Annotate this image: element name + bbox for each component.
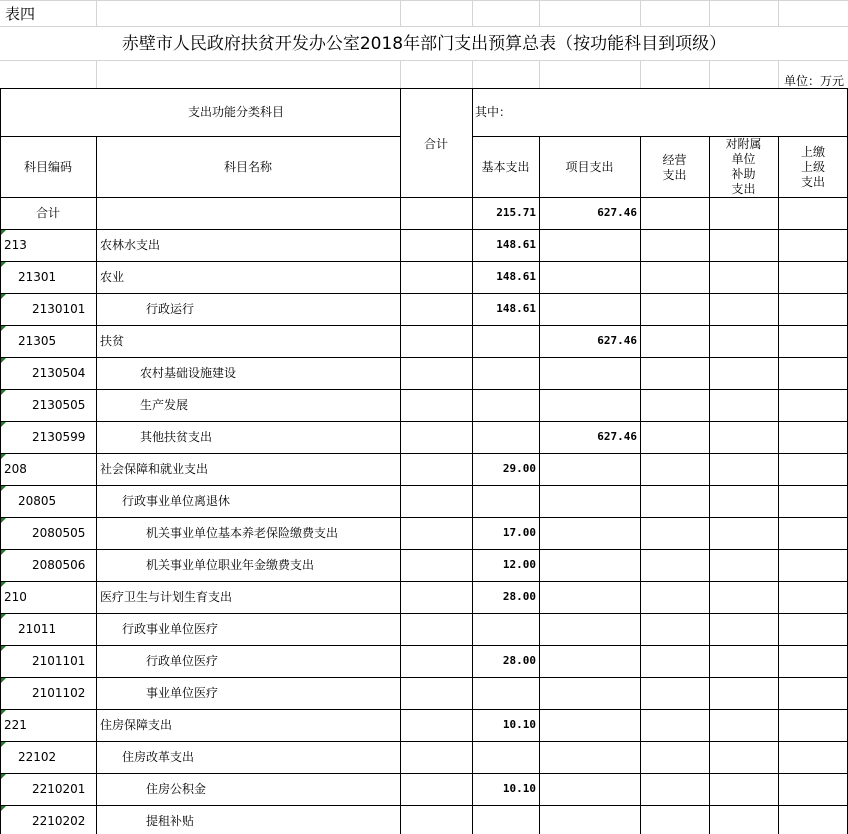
row-project: 627.46	[597, 430, 637, 443]
grid-line	[778, 0, 779, 26]
row-border	[0, 741, 848, 742]
row-basic: 10.10	[502, 782, 536, 795]
row-project: 627.46	[597, 206, 637, 219]
header-subsidy-2: 单位	[731, 152, 756, 166]
cell-marker-icon	[1, 646, 6, 651]
cell-marker-icon	[1, 550, 6, 555]
row-name: 住房保障支出	[100, 718, 173, 732]
row-name: 生产发展	[140, 398, 189, 412]
unit-label: 单位：万元	[783, 74, 844, 88]
row-name: 事业单位医疗	[146, 686, 219, 700]
cell-marker-icon	[1, 294, 6, 299]
row-name: 扶贫	[100, 334, 125, 348]
table-border	[400, 88, 401, 834]
cell-marker-icon	[1, 230, 6, 235]
row-border	[0, 453, 848, 454]
row-name: 机关事业单位基本养老保险缴费支出	[146, 526, 339, 540]
header-upper-2: 上级	[800, 160, 825, 174]
row-code: 213	[4, 238, 27, 252]
cell-marker-icon	[1, 582, 6, 587]
header-category: 支出功能分类科目	[187, 105, 284, 119]
row-code: 2130504	[32, 366, 86, 380]
row-code: 21011	[18, 622, 57, 636]
row-border	[0, 517, 848, 518]
row-project: 627.46	[597, 334, 637, 347]
cell-marker-icon	[1, 742, 6, 747]
row-border	[0, 261, 848, 262]
row-code: 2210202	[32, 814, 86, 828]
row-code: 2080505	[32, 526, 86, 540]
cell-marker-icon	[1, 262, 6, 267]
row-border	[0, 485, 848, 486]
row-border	[0, 645, 848, 646]
cell-marker-icon	[1, 774, 6, 779]
grid-line	[640, 60, 641, 88]
header-subsidy-1: 对附属	[725, 137, 762, 151]
header-total: 合计	[423, 137, 448, 151]
row-basic: 148.61	[496, 302, 536, 315]
grid-line	[96, 60, 97, 88]
header-name: 科目名称	[223, 160, 272, 174]
row-name: 社会保障和就业支出	[100, 462, 209, 476]
row-border	[0, 613, 848, 614]
row-code: 210	[4, 590, 27, 604]
row-name: 住房改革支出	[122, 750, 195, 764]
row-code: 21305	[18, 334, 57, 348]
grid-line	[539, 0, 540, 26]
row-border	[0, 773, 848, 774]
row-code: 221	[4, 718, 27, 732]
row-name: 医疗卫生与计划生育支出	[100, 590, 233, 604]
header-upper-1: 上缴	[800, 145, 825, 159]
row-name: 行政单位医疗	[146, 654, 219, 668]
table-border	[0, 88, 848, 89]
row-name: 农业	[100, 270, 125, 284]
table-border	[0, 88, 1, 834]
row-border	[0, 421, 848, 422]
grid-line	[539, 60, 540, 88]
row-name: 行政运行	[146, 302, 195, 316]
row-code: 2130505	[32, 398, 86, 412]
cell-marker-icon	[1, 614, 6, 619]
row-basic: 17.00	[502, 526, 536, 539]
cell-marker-icon	[1, 678, 6, 683]
cell-marker-icon	[1, 422, 6, 427]
row-name: 农村基础设施建设	[140, 366, 237, 380]
row-code: 2080506	[32, 558, 86, 572]
row-basic: 29.00	[502, 462, 536, 475]
header-of-which: 其中：	[475, 105, 512, 119]
cell-marker-icon	[1, 326, 6, 331]
header-subsidy-4: 支出	[731, 182, 756, 196]
header-upper-3: 支出	[800, 175, 825, 189]
row-code: 2130599	[32, 430, 86, 444]
table-border	[472, 136, 848, 137]
row-basic: 28.00	[502, 654, 536, 667]
row-border	[0, 293, 848, 294]
row-name: 行政事业单位医疗	[122, 622, 219, 636]
row-border	[0, 325, 848, 326]
row-basic: 148.61	[496, 270, 536, 283]
sheet-label: 表四	[5, 5, 36, 23]
row-name: 机关事业单位职业年金缴费支出	[146, 558, 315, 572]
grid-line	[0, 0, 848, 1]
row-border	[0, 677, 848, 678]
row-code: 2130101	[32, 302, 86, 316]
header-project: 项目支出	[565, 160, 614, 174]
row-basic: 12.00	[502, 558, 536, 571]
row-border	[0, 357, 848, 358]
grid-line	[709, 0, 710, 26]
row-border	[0, 389, 848, 390]
row-code: 21301	[18, 270, 57, 284]
grid-line	[472, 60, 473, 88]
cell-marker-icon	[1, 486, 6, 491]
cell-marker-icon	[1, 390, 6, 395]
row-code: 2101101	[32, 654, 86, 668]
row-border	[0, 549, 848, 550]
row-name: 行政事业单位离退休	[122, 494, 231, 508]
row-code: 22102	[18, 750, 57, 764]
row-code: 合计	[35, 206, 60, 220]
header-code: 科目编码	[23, 160, 72, 174]
grid-line	[400, 60, 401, 88]
grid-line	[640, 0, 641, 26]
cell-marker-icon	[1, 454, 6, 459]
row-name: 农林水支出	[100, 238, 161, 252]
header-operating-2: 支出	[662, 168, 687, 182]
page-title: 赤壁市人民政府扶贫开发办公室2018年部门支出预算总表（按功能科目到项级）	[121, 34, 727, 54]
grid-line	[0, 26, 848, 27]
row-basic: 10.10	[502, 718, 536, 731]
header-subsidy-3: 补助	[731, 167, 756, 181]
cell-marker-icon	[1, 358, 6, 363]
row-border	[0, 197, 848, 198]
cell-marker-icon	[1, 710, 6, 715]
grid-line	[472, 0, 473, 26]
header-basic: 基本支出	[481, 160, 530, 174]
header-operating-1: 经营	[662, 153, 687, 167]
grid-line	[0, 60, 848, 61]
row-border	[0, 709, 848, 710]
row-code: 2101102	[32, 686, 86, 700]
cell-marker-icon	[1, 806, 6, 811]
row-border	[0, 805, 848, 806]
row-name: 其他扶贫支出	[140, 430, 213, 444]
grid-line	[96, 0, 97, 26]
row-basic: 148.61	[496, 238, 536, 251]
row-code: 2210201	[32, 782, 86, 796]
row-border	[0, 581, 848, 582]
cell-marker-icon	[1, 518, 6, 523]
row-code: 208	[4, 462, 27, 476]
row-name: 住房公积金	[146, 782, 207, 796]
row-basic: 28.00	[502, 590, 536, 603]
row-border	[0, 229, 848, 230]
grid-line	[400, 0, 401, 26]
row-name: 提租补贴	[146, 814, 195, 828]
row-code: 20805	[18, 494, 57, 508]
row-basic: 215.71	[496, 206, 536, 219]
table-border	[0, 136, 400, 137]
